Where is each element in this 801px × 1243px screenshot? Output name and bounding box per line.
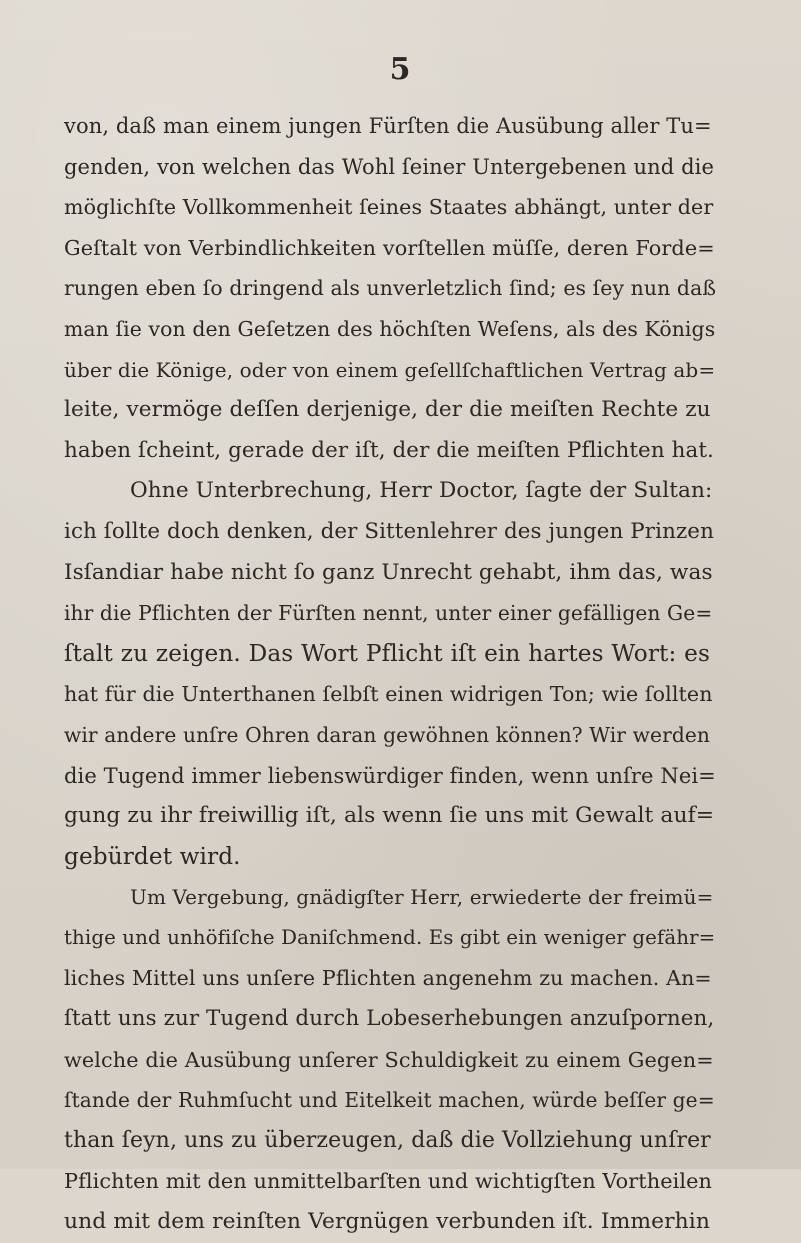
text-line: Geſtalt von Verbindlichkeiten vorſtellen müſſe, deren Forde= [64, 235, 715, 260]
text-line: haben ſcheint, gerade der iſt, der die meiſten Pflichten hat. [64, 437, 714, 463]
text-line: von, daß man einem jungen Fürſten die Ausübung aller Tu= [64, 114, 712, 138]
text-line: liches Mittel uns unſere Pflichten angenehm zu machen. An= [64, 966, 712, 991]
text-line: Pflichten mit den unmittelbarſten und wichtigſten Vortheilen [64, 1169, 713, 1194]
text-line: thige und unhöfiſche Daniſchmend. Es gibt ein weniger gefähr= [64, 925, 716, 949]
text-line: ihr die Pflichten der Fürſten nennt, unter einer gefälligen Ge= [64, 601, 713, 626]
page-number: 5 [389, 52, 412, 87]
text-line: gung zu ihr freiwillig iſt, als wenn ſie uns mit Gewalt auf= [64, 803, 715, 829]
text-line: ich ſollte doch denken, der Sittenlehrer des jungen Prinzen [64, 518, 714, 544]
text-line: than ſeyn, uns zu überzeugen, daß die Vollziehung unſrer [64, 1127, 711, 1153]
text-line: Isſandiar habe nicht ſo ganz Unrecht gehabt, ihm das, was [64, 559, 713, 585]
text-line: und mit dem reinſten Vergnügen verbunden iſt. Immerhin [64, 1209, 710, 1235]
text-line: ſtatt uns zur Tugend durch Lobeserhebungen anzuſpornen, [64, 1006, 715, 1032]
text-line: gebürdet wird. [64, 842, 241, 870]
text-line: über die Könige, oder von einem geſellſchaftlichen Vertrag ab= [64, 357, 716, 382]
text-line: genden, von welchen das Wohl ſeiner Untergebenen und die [64, 154, 714, 179]
text-line: leite, vermöge deſſen derjenige, der die meiſten Rechte zu [64, 397, 711, 423]
body-text [64, 106, 717, 1243]
text-line: die Tugend immer liebenswürdiger finden, wenn unſre Nei= [64, 763, 716, 788]
text-line: möglichſte Vollkommenheit ſeines Staates abhängt, unter der [64, 195, 714, 220]
text-line: wir andere unſre Ohren daran gewöhnen können? Wir werden [64, 722, 710, 747]
text-line: ſtande der Ruhmſucht und Eitelkeit machen, würde beſſer ge= [64, 1088, 715, 1113]
text-line: Ohne Unterbrechung, Herr Doctor, ſagte der Sultan: [130, 478, 713, 504]
text-line: man ſie von den Geſetzen des höchſten Weſens, als des Königs [64, 316, 716, 341]
text-line: welche die Ausübung unſerer Schuldigkeit zu einem Gegen= [64, 1047, 714, 1072]
text-line: ſtalt zu zeigen. Das Wort Pflicht iſt ein hartes Wort: es [64, 639, 710, 667]
text-line: Um Vergebung, gnädigſter Herr, erwiederte der freimü= [130, 885, 714, 910]
text-line: hat für die Unterthanen ſelbſt einen widrigen Ton; wie ſollten [64, 682, 713, 707]
text-line: rungen eben ſo dringend als unverletzlich ſind; es ſey nun daß [64, 276, 717, 301]
